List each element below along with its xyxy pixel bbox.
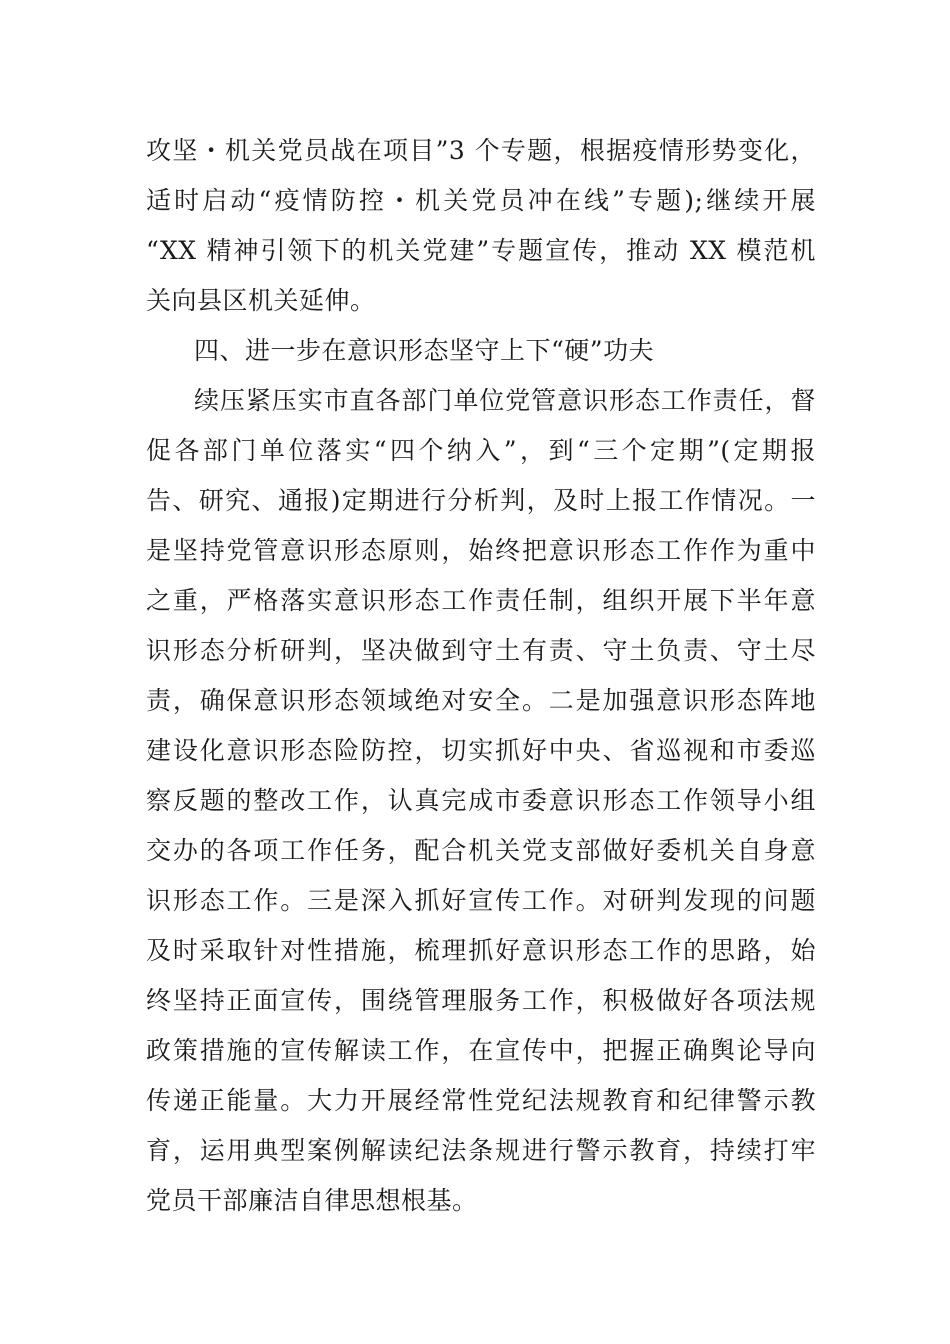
paragraph-line: “XX 精神引领下的机关党建”专题宣传，推动 XX 模范机	[146, 236, 816, 265]
paragraph-body	[146, 376, 816, 1226]
paragraph-line: 终坚持正面宣传，围绕管理服务工作，积极做好各项法规	[146, 986, 816, 1015]
paragraph-line: 交办的各项工作任务，配合机关党支部做好委机关自身意	[146, 836, 816, 865]
paragraph-line: 识形态工作。三是深入抓好宣传工作。对研判发现的问题	[146, 886, 816, 915]
paragraph-line: 续压紧压实市直各部门单位党管意识形态工作责任，督	[194, 386, 816, 415]
paragraph-line: 攻坚・机关党员战在项目”3 个专题，根据疫情形势变化，	[146, 136, 816, 165]
paragraph-line: 育，运用典型案例解读纪法条规进行警示教育，持续打牢	[146, 1136, 816, 1165]
paragraph-line: 关向县区机关延伸。	[146, 286, 376, 315]
paragraph-line: 责，确保意识形态领域绝对安全。二是加强意识形态阵地	[146, 686, 816, 715]
paragraph-line: 及时采取针对性措施，梳理抓好意识形态工作的思路，始	[146, 936, 816, 965]
paragraph-line: 政策措施的宣传解读工作，在宣传中，把握正确舆论导向	[146, 1036, 816, 1065]
paragraph-line: 适时启动“疫情防控・机关党员冲在线”专题);继续开展	[146, 186, 816, 215]
paragraph-line: 识形态分析研判，坚决做到守土有责、守土负责、守土尽	[146, 636, 816, 665]
paragraph-line: 建设化意识形态险防控，切实抓好中央、省巡视和市委巡	[146, 736, 816, 765]
section-heading-text: 四、进一步在意识形态坚守上下“硬”功夫	[194, 336, 655, 365]
paragraph-line: 传递正能量。大力开展经常性党纪法规教育和纪律警示教	[146, 1086, 816, 1115]
paragraph-line: 促各部门单位落实“四个纳入”，到“三个定期”(定期报	[146, 436, 816, 465]
paragraph-line: 察反题的整改工作，认真完成市委意识形态工作领导小组	[146, 786, 816, 815]
section-heading	[146, 326, 816, 376]
paragraph-line: 是坚持党管意识形态原则，始终把意识形态工作作为重中	[146, 536, 816, 565]
paragraph-line: 党员干部廉洁自律思想根基。	[146, 1186, 478, 1215]
paragraph-line: 告、研究、通报)定期进行分析判，及时上报工作情况。一	[146, 486, 816, 515]
paragraph-line: 之重，严格落实意识形态工作责任制，组织开展下半年意	[146, 586, 816, 615]
paragraph-continuation	[146, 126, 816, 326]
